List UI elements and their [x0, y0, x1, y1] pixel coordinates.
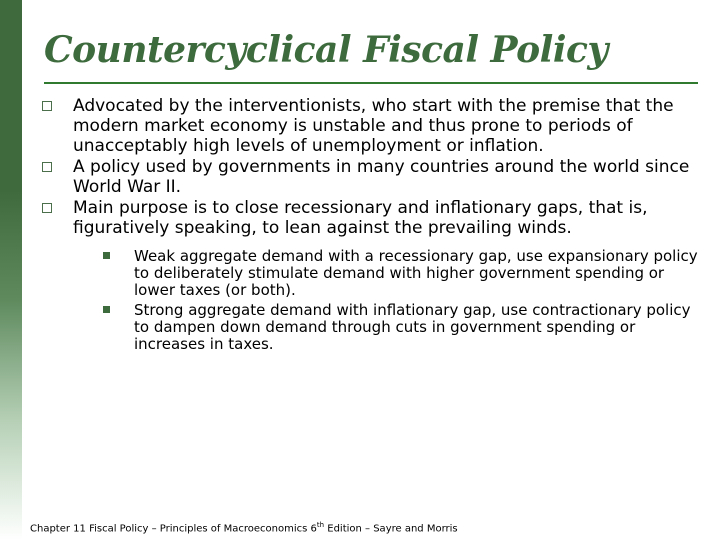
footer-text-start: Chapter 11 Fiscal Policy – Principles of Macroeconomics 6: [30, 523, 317, 535]
slide-title: Countercyclical Fiscal Policy: [44, 29, 608, 71]
hollow-square-bullet-icon: [42, 203, 52, 213]
bullet-text: A policy used by governments in many countries around the world since World War II.: [73, 157, 690, 197]
hollow-square-bullet-icon: [42, 101, 52, 111]
sub-bullet-item-strong-demand: [101, 302, 700, 353]
bullet-item-interventionists: [40, 96, 700, 156]
title-underline: [44, 82, 698, 84]
bullet-text: Advocated by the interventionists, who start with the premise that the modern market economy is unstable and thus prone to periods of unacceptably high levels of unemployment or inflation.: [73, 96, 674, 156]
bullet-item-main-purpose: [40, 198, 700, 353]
green-sidebar-bar: [0, 0, 22, 540]
bullet-text: Main purpose is to close recessionary and inflationary gaps, that is, figuratively speaking, to lean against the prevailing winds.: [73, 198, 648, 238]
hollow-square-bullet-icon: [42, 162, 52, 172]
filled-square-bullet-icon: [103, 252, 110, 259]
sub-bullet-text: Strong aggregate demand with inflationary gap, use contractionary policy to dampen down demand through cuts in government spending or increases in taxes.: [134, 301, 691, 353]
bullet-list: [40, 96, 700, 356]
filled-square-bullet-icon: [103, 306, 110, 313]
sub-bullet-item-weak-demand: [101, 248, 700, 299]
sub-bullet-text: Weak aggregate demand with a recessionary gap, use expansionary policy to deliberately stimulate demand with higher government spending or lower taxes (or both).: [134, 247, 698, 299]
sub-bullet-list: [101, 248, 700, 353]
footer-text-end: Edition – Sayre and Morris: [324, 523, 458, 535]
footer-superscript: th: [316, 521, 325, 529]
slide-footer: [30, 518, 458, 536]
bullet-item-world-war: [40, 157, 700, 197]
